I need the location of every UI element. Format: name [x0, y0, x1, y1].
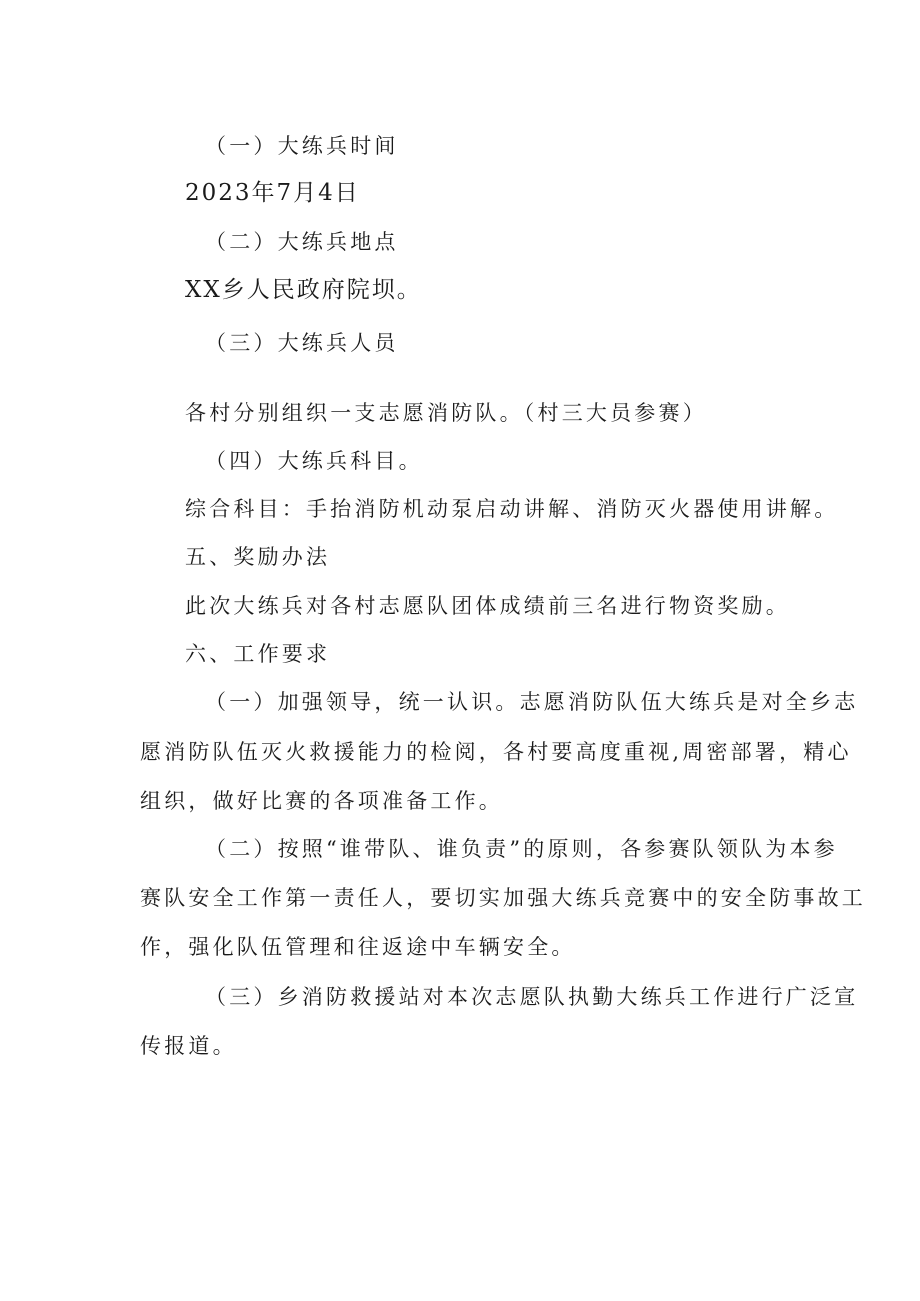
- requirement-3-line-2: 传报道。: [140, 1034, 237, 1058]
- requirement-1-line-1: （一）加强领导，统一认识。志愿消防队伍大练兵是对全乡志: [205, 690, 859, 714]
- rewards-text: 此次大练兵对各村志愿队团体成绩前三名进行物资奖励。: [185, 594, 790, 618]
- requirement-2-line-1: （二）按照“谁带队、谁负责”的原则，各参赛队领队为本参: [205, 837, 838, 861]
- section-heading-personnel: （三）大练兵人员: [205, 331, 399, 355]
- personnel-text: 各村分别组织一支志愿消防队。（村三大员参赛）: [185, 401, 707, 425]
- requirement-1-line-2: 愿消防队伍灭火救援能力的检阅，各村要高度重视,周密部署，精心: [140, 740, 852, 764]
- heading-requirements: 六、工作要求: [185, 642, 331, 666]
- section-heading-location: （二）大练兵地点: [205, 230, 399, 254]
- section-heading-time: （一）大练兵时间: [205, 134, 399, 158]
- section-heading-subjects: （四）大练兵科目。: [205, 449, 423, 473]
- requirement-1-line-3: 组织，做好比赛的各项准备工作。: [140, 789, 503, 813]
- subjects-text: 综合科目：手抬消防机动泵启动讲解、消防灭火器使用讲解。: [185, 497, 839, 521]
- event-location: XX乡人民政府院坝。: [185, 277, 422, 303]
- requirement-3-line-1: （三）乡消防救援站对本次志愿队执勤大练兵工作进行广泛宣: [205, 985, 859, 1009]
- event-date: 2023年7月4日: [185, 180, 360, 206]
- requirement-2-line-2: 赛队安全工作第一责任人，要切实加强大练兵竞赛中的安全防事故工: [140, 886, 866, 910]
- heading-rewards: 五、奖励办法: [185, 545, 331, 569]
- requirement-2-line-3: 作，强化队伍管理和往返途中车辆安全。: [140, 935, 576, 959]
